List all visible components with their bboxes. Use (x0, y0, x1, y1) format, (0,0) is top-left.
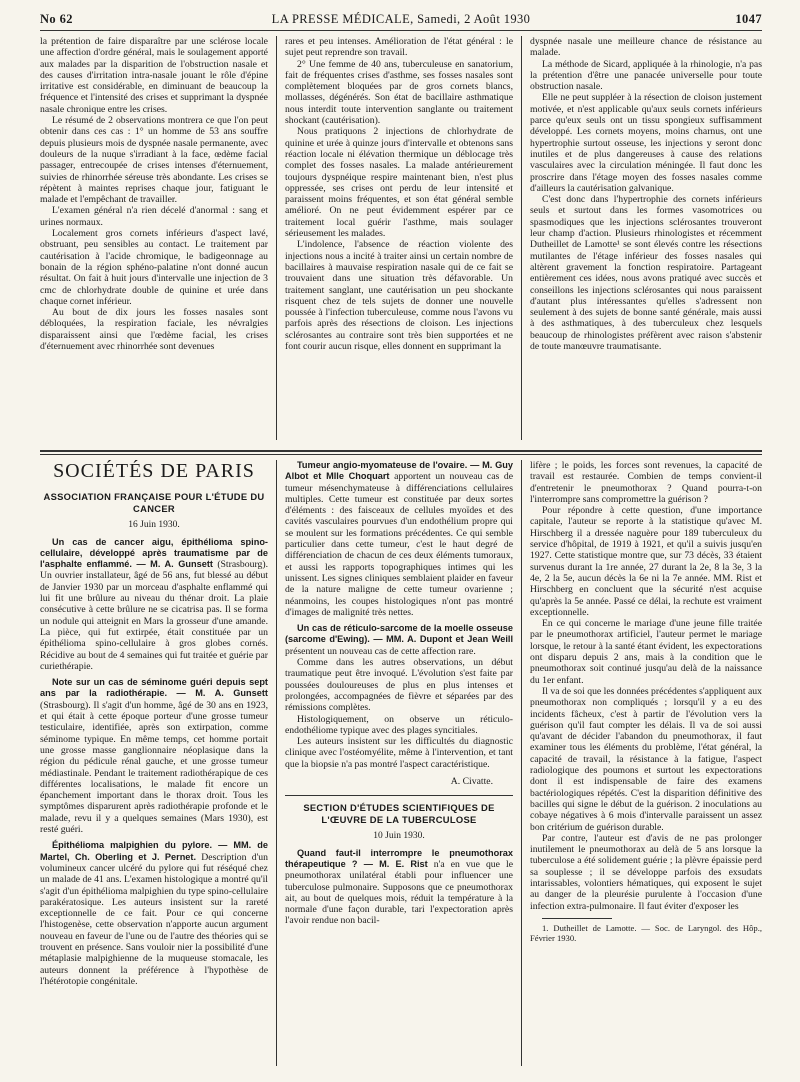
article-title: Un cas de cancer aigu, épithélioma spino-cellulaire, développé après traumatisme par de l'asphalte enflammé. — M. A. Gunsett (40, 536, 268, 570)
article-body: présentent un nouveau cas de cette affection rare. (285, 645, 476, 657)
societes-column-2 (285, 460, 513, 1068)
paragraph: L'indolence, l'absence de réaction violente des injections nous a incité à traiter ainsi un certain nombre de bacillaires à mauvaise respiration nasale qui de ce fait se trouvaient dans une situation très défavorable. Un traitement sanglant, une cautérisation un peu shockante risquent chez de tels sujets de donner une nouvelle poussée à l'infection tuberculeuse, comme nous l'avons vu parfois après des résections de cloison. Les injections sclérosantes au contraire sont très bien supportées et ne font courir aucun risque, elles donnent en supprimant la (285, 239, 513, 353)
column-divider (521, 36, 522, 440)
article (285, 623, 513, 657)
paragraph: rares et peu intenses. Amélioration de l'état général : le sujet peut reprendre son travail. (285, 36, 513, 59)
article-title: Quand faut-il interrompre le pneumothorax thérapeutique ? — M. E. Rist (285, 847, 513, 869)
paragraph: Le résumé de 2 observations montrera ce que l'on peut obtenir dans ces cas : 1° un homme de 53 ans souffre depuis plusieurs mois de dyspnée nasale permanente, avec douleurs de la nuque s'irradiant à la face, œdème facial passager, entrecoupée de crises intenses d'éternuement, suivies de rhinorrhée séreuse très abondante. Les crises se répètent à maintes reprises chaque jour, fatiguant le malade et l'empêchant de travailler. (40, 115, 268, 206)
article (40, 677, 268, 835)
top-column-2 (285, 36, 513, 442)
paragraph: Nous pratiquons 2 injections de chlorhydrate de quinine et urée à quinze jours d'intervalle et obtenons sans réaction locale ni élévation thermique un déblocage très complet des fosses nasales. La malade antérieurement toujours dyspnéique respire maintenant bien, n'est plus oppressée, ses crises ont perdu de leur intensité et paraissent moins fréquentes, et son état général semble amélioré. On ne peut évidemment espérer par ce traitement local guérir l'asthme, mais soulager sérieusement les malades. (285, 126, 513, 240)
paragraph: Pour répondre à cette question, d'une importance capitale, l'auteur se reporte à la statistique qu'avec M. Hirschberg il a dressée naguère pour 189 tuberculeux du service d'hôpital, de 1919 à 1921, et qu'il a suivis jusqu'en 1927. Cette statistique montre que, sur 73 décès, 33 étaient survenus durant la 1re année, 27 durant la 2e, 8 la 3e, 3 la 4e, 2 la 5e, aucun décès la 6e ni la 7e année. MM. Rist et Hirschberg en concluent que la sécurité n'est acquise qu'après la 5e année. Passé ce délai, la rechute est vraiment exceptionnelle. (530, 505, 762, 618)
column-divider (521, 460, 522, 1066)
paragraph: 2° Une femme de 40 ans, tuberculeuse en sanatorium, fait de fréquentes crises d'asthme, ses fosses nasales sont complètement bloquées par de gros cornets blancs, mollasses, dégénérés. Son état de bacillaire asthmatique nous interdit toute intervention sanglante ou traitement shockant (cautérisation). (285, 58, 513, 127)
section-heading: SECTION D'ÉTUDES SCIENTIFIQUES DE L'ŒUVRE DE LA TUBERCULOSE (303, 802, 495, 826)
running-header (40, 8, 762, 30)
column-divider (276, 36, 277, 440)
paragraph: La méthode de Sicard, appliquée à la rhinologie, n'a pas la prétention d'être une panacée universelle pour toute obstruction nasale. (530, 58, 762, 93)
header-rule (40, 30, 762, 31)
societes-title: SOCIÉTÉS DE PARIS (53, 460, 255, 482)
paragraph: Il va de soi que les données précédentes s'appliquent aux pneumothorax non compliqués ; lorsqu'il y a eu des incidents fâcheux, c'est à partir de l'évolution vers la guérison qu'il faut compter les délais. Il va de soi aussi qu'avant de décider l'abandon du pneumothorax, il faut examiner tous les éléments du problème, l'état général, la capacité de travail, la résistance à la fatigue, l'aspect radiologique des poumons et surtout les expectorations dont il est indispensable de faire des examens bactériologiques répétés. C'est la disparition définitive des bacilles qui signe le début de la guérison. 2 inoculations au cobaye négatives à 6 mois d'intervalle paraissent un assez bon critérium de guérison durable. (530, 685, 762, 833)
societes-column-1 (40, 460, 268, 1068)
article (40, 840, 268, 987)
societes-column-3 (530, 460, 762, 1068)
article (285, 848, 513, 927)
section-date: 10 Juin 1930. (373, 831, 425, 842)
article-body: Description d'un volumineux cancer ulcéré du pylore qui fut réséqué chez un malade de 41 ans. L'examen histologique a montré qu'il s'agit d'un épithélioma malpighien du type spino-cellulaire parakératosique. Les auteurs insistent sur la rareté exceptionnelle de ce fait. Pour ce qui concerne l'histogenèse, cette observation n'apporte aucun argument nouveau en faveur de l'une ou de l'autre des théories qui se trouvent en présence. Sans vouloir nier la possibilité d'une métaplasie malpighienne de la muqueuse stomacale, les auteurs donnent la préférence à l'hypothèse de l'hétérotopie congénitale. (40, 851, 268, 987)
paragraph: En ce qui concerne le mariage d'une jeune fille traitée par le pneumothorax artificiel, l'auteur permet le mariage lorsque, le retour à la santé étant évident, les expectorations ont disparu depuis 2 ans, mais à la condition que le pneumothorax soit continué jusqu'au delà de la naissance du 1er enfant. (530, 618, 762, 686)
paragraph: C'est donc dans l'hypertrophie des cornets inférieurs seuls et surtout dans les formes vasomotrices ou spasmodiques que les injections sclérosantes trouveront leur champ d'action. Plusieurs rhinologistes et récemment Dutheillet de Lamotte¹ se sont élevés contre les résections mutilantes de l'étage inférieur des fosses nasales qui altèrent gravement la fonction respiratoire. Partageant entièrement ces idées, nous avons pratiqué avec succès et conseillons les injections sclérosantes qui nous paraissent d'autant plus intéressantes qu'elles s'adressent non seulement à des sujets de bonne santé générale, mais aussi à des asthmatiques, à des tuberculeux chez lesquels beaucoup de rhinologistes préfèrent avec raison s'abstenir de toute manœuvre traumatisante. (530, 194, 762, 353)
top-column-3 (530, 36, 762, 442)
article-body: (Strasbourg). Il s'agit d'un homme, âgé de 30 ans en 1923, et qui était à cette époque porteur d'une grosse tumeur testiculaire, identifiée, après son extirpation, comme séminome typique. En même temps, cet homme portait une grosse masse ganglionnaire néoplasique dans la région du pédicule rénal gauche, et une grosse tumeur médiastinale. Pendant le traitement radiothérapique de ces différentes localisations, le malade fit encore un épanchement important dans le thorax droit. Tous les symptômes disparurent après radiothérapie profonde et le malade, revu il y a quelques semaines (Mars 1930), est resté guéri. (40, 699, 268, 836)
section-rule (40, 450, 762, 452)
signature: A. Civatte. (450, 776, 493, 788)
article-body: (Strasbourg). Un ouvrier installateur, âgé de 56 ans, fut blessé au début de Janvier 1930 par un morceau d'asphalte enflammé qui lui fit une brûlure au niveau du thénar droit. La plaie consécutive à cette brûlure ne se cicatrisa pas. Il se forma un nodule qui atteignit en Mars la grosseur d'une amande. La pièce, qui fut extirpée, était constituée par un épithélioma spino-cellulaire à gros globes cornés. Récidive au bout de 4 semaines qui fut traitée et guérie par curiethérapie. (40, 559, 268, 672)
article-title: Note sur un cas de séminome guéri depuis sept ans par la radiothérapie. — M. A. Gunsett (40, 677, 268, 699)
paragraph: Au bout de dix jours les fosses nasales sont débloquées, la respiration faciale, les névralgies disparaissent ainsi que l'œdème facial, les crises d'éternuement avec rhinorrhée sont devenues (40, 307, 268, 353)
article-body: apportent un nouveau cas de tumeur mésenchymateuse à différenciations cellulaires multiples. Cette tumeur est constituée par deux sortes d'éléments : des faisceaux de cellules myoïdes et des cavités vasculaires pourvues d'un endothélium propre qui se moulent sur les formations précédentes. Ce qui semble particulier dans cette tumeur, c'est le haut degré de différenciation de chacun de ces deux éléments tumoraux, et aussi les rapports topographiques intimes qui les unissent. Les signes cliniques semblaient plaider en faveur de la nature maligne de cette tumeur ovarienne ; néanmoins, les coupes histologiques n'ont pas montré d'images de malignité très nettes. (285, 471, 513, 618)
footnote: 1. Dutheillet de Lamotte. — Soc. de Laryngol. des Hôp., Février 1930. (530, 922, 762, 944)
paragraph: la prétention de faire disparaître par une sclérose locale une affection d'ordre général, mais le soulagement apporté aux malades par la disparition de l'obstruction nasale et des causes d'irritation intra-nasale jouant le rôle d'épine irritative est considérable, en diminuant de beaucoup la fréquence et l'intensité des crises et supprimant la dyspnée nasale chronique entre les crises. (40, 36, 268, 115)
article (285, 460, 513, 618)
paragraph: Par contre, l'auteur est d'avis de ne pas prolonger inutilement le pneumothorax au delà de 5 ans lorsque la tuberculose a été solidement guérie ; la plèvre épaissie perd sa souplesse ; il se développe parfois des exsudats intarissables, volontiers hématiques, qui exposent le sujet au danger de la pleurésie purulente à l'occasion d'une infection extra-pulmonaire. Il faut éviter d'exposer les (530, 832, 762, 912)
section-rule (40, 454, 762, 455)
section-rule (285, 795, 513, 796)
paragraph: Comme dans les autres observations, un début traumatique peut être invoqué. L'évolution s'est faite par poussées douloureuses de plus en plus intenses et prolongées, accompagnées de fièvre et séparées par des rémissions complètes. (285, 657, 513, 714)
paragraph: Histologiquement, on observe un réticulo-endothéliome typique avec des plages syncitiales. (285, 713, 513, 736)
journal-title: LA PRESSE MÉDICALE, Samedi, 2 Août 1930 (271, 12, 531, 26)
paragraph: Elle ne peut suppléer à la résection de cloison justement motivée, et n'est applicable qu'aux seuls cornets inférieurs parce qu'eux seuls ont un tissu spongieux suffisamment développé. Les cornets moyens, moins charnus, ont une hypertrophie surtout osseuse, les injections y seront donc inutiles et de plus dangereuses à cause des relations vasculaires avec la circulation méningée. Il faut donc les proscrire dans l'étage moyen des fosses nasales comme d'ailleurs la cautérisation galvanique. (530, 92, 762, 194)
article-title: Tumeur angio-myomateuse de l'ovaire. — M. Guy Albot et Mlle Choquart (285, 460, 513, 482)
paragraph: Les auteurs insistent sur les difficultés du diagnostic clinique avec l'ostéomyélite, même à l'intervention, et tant que la biopsie n'a pas montré l'aspect caractéristique. (285, 736, 513, 770)
section-heading: ASSOCIATION FRANÇAISE POUR L'ÉTUDE DU CANCER (43, 491, 265, 515)
footnote-rule (542, 918, 612, 919)
article (40, 537, 268, 673)
article-title: Épithélioma malpighien du pylore. — MM. de Martel, Ch. Oberling et J. Pernet. (40, 840, 268, 862)
column-divider (276, 460, 277, 1066)
article-body: n'a en vue que le pneumothorax unilatéral établi pour influencer une tuberculose pulmonaire. Supposons que ce pneumothorax ait, au bout de quelques mois, réduit la température à la normale d'une façon durable, tari l'expectoration après l'avoir rendue non bacil- (285, 858, 513, 927)
paragraph: Localement gros cornets inférieurs d'aspect lavé, obstruant, peu sensibles au contact. Le traitement par cautérisation à l'acide chromique, le badigeonnage au bonain de la région sphéno-palatine n'ont donné aucun résultat. On fait à huit jours d'intervalle une injection de 3 cmc de chlorhydrate double de quinine et urée dans chaque cornet inférieur. (40, 228, 268, 307)
paragraph: lifère ; le poids, les forces sont revenues, la capacité de travail est restaurée. Combien de temps convient-il d'entretenir le pneumothorax ? Quand pourra-t-on l'interrompre sans compromettre la guérison ? (530, 460, 762, 505)
paragraph: dyspnée nasale une meilleure chance de résistance au malade. (530, 36, 762, 59)
page-number: 1047 (735, 12, 762, 26)
paragraph: L'examen général n'a rien décelé d'anormal : sang et urines normaux. (40, 205, 268, 228)
top-column-1 (40, 36, 268, 442)
section-date: 16 Juin 1930. (128, 520, 180, 531)
article-title: Un cas de réticulo-sarcome de la moelle osseuse (sarcome d'Ewing). — MM. A. Dupont et Jean Weill (285, 623, 513, 645)
issue-number: No 62 (40, 12, 73, 26)
